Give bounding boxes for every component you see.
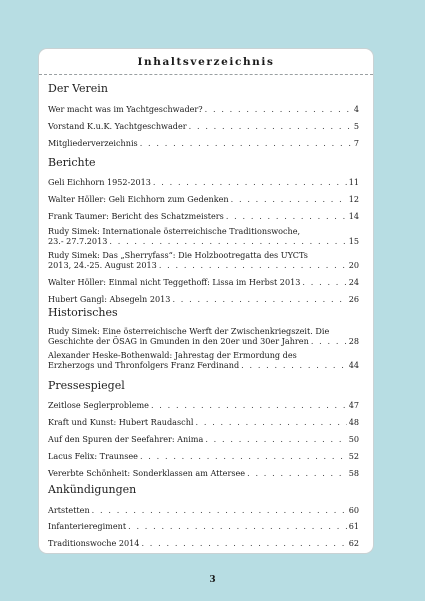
- toc-entry[interactable]: [48, 326, 359, 346]
- entry-title: Frank Taumer: Bericht des Schatzmeisters: [48, 211, 224, 221]
- entry-page: 52: [348, 451, 359, 461]
- entry-title: Kraft und Kunst: Hubert Raudaschl: [48, 417, 194, 427]
- entry-page: 28: [348, 336, 359, 346]
- entry-page: 15: [348, 236, 359, 246]
- section-heading: Der Verein: [48, 82, 108, 95]
- entry-title: 23.- 27.7.2013: [48, 236, 108, 246]
- entry-page: 4: [353, 104, 359, 114]
- dot-leader: [109, 236, 346, 246]
- entry-page: 5: [353, 121, 359, 131]
- entry-title: Artstetten: [48, 505, 90, 515]
- entry-title: Wer macht was im Yachtgeschwader?: [48, 104, 203, 114]
- entry-page: 62: [348, 538, 359, 548]
- toc-entry[interactable]: [48, 177, 359, 187]
- dot-leader: [140, 138, 352, 148]
- entry-title: Geli Eichhorn 1952-2013: [48, 177, 151, 187]
- dot-leader: [189, 121, 352, 131]
- entry-title: Vererbte Schönheit: Sonderklassen am Attersee: [48, 468, 246, 478]
- entry-page: 26: [348, 294, 359, 304]
- entry-title: Auf den Spuren der Seefahrer: Anima: [48, 434, 204, 444]
- toc-entry[interactable]: [48, 521, 359, 531]
- toc-entry[interactable]: [48, 451, 359, 461]
- entry-page: 20: [348, 260, 359, 270]
- toc-entry[interactable]: [48, 505, 359, 515]
- toc-entry[interactable]: [48, 250, 359, 270]
- section-heading: Ankündigungen: [48, 483, 137, 496]
- entry-title: Lacus Felix: Traunsee: [48, 451, 138, 461]
- toc-entry[interactable]: [48, 138, 359, 148]
- entry-title: Hubert Gangl: Absegeln 2013: [48, 294, 171, 304]
- entry-title: Infanterieregiment: [48, 521, 127, 531]
- section-heading: Pressespiegel: [48, 379, 125, 392]
- entry-title: Walter Höller: Geli Eichhorn zum Gedenken: [48, 194, 229, 204]
- entry-page: 50: [348, 434, 359, 444]
- entry-title: Mitgliederverzeichnis: [48, 138, 138, 148]
- dot-leader: [128, 521, 347, 531]
- toc-entry[interactable]: [48, 400, 359, 410]
- entry-title: Vorstand K.u.K. Yachtgeschwader: [48, 121, 187, 131]
- entry-title-line1: Rudy Simek: Eine österreichische Werft der Zwischenkriegszeit. Die: [48, 326, 330, 336]
- toc-entry[interactable]: [48, 121, 359, 131]
- entry-title: Zeitlose Seglerprobleme: [48, 400, 149, 410]
- entry-page: 14: [348, 211, 359, 221]
- dot-leader: [153, 177, 347, 187]
- entry-page: 7: [353, 138, 359, 148]
- contents-card: [38, 48, 374, 554]
- dot-leader: [241, 360, 347, 370]
- toc-entry[interactable]: [48, 350, 359, 370]
- dot-leader: [92, 505, 347, 515]
- dot-leader: [159, 260, 347, 270]
- entry-title: 2013, 24.-25. August 2013: [48, 260, 157, 270]
- entry-page: 44: [348, 360, 359, 370]
- section-heading: Berichte: [48, 156, 96, 169]
- entry-title: Geschichte der ÖSAG in Gmunden in den 20er und 30er Jahren: [48, 336, 309, 346]
- dot-leader: [151, 400, 347, 410]
- entry-page: 11: [348, 177, 359, 187]
- toc-entry[interactable]: [48, 104, 359, 114]
- dot-leader: [141, 538, 346, 548]
- toc-entry[interactable]: [48, 277, 359, 287]
- dot-leader: [205, 434, 346, 444]
- toc-entry[interactable]: [48, 417, 359, 427]
- dot-leader: [205, 104, 352, 114]
- entry-page: 60: [348, 505, 359, 515]
- toc-entry[interactable]: [48, 226, 359, 246]
- entry-title: Walter Höller: Einmal nicht Teggethoff: Lissa im Herbst 2013: [48, 277, 301, 287]
- toc-entry[interactable]: [48, 538, 359, 548]
- dot-leader: [196, 417, 347, 427]
- dot-leader: [172, 294, 346, 304]
- dot-leader: [302, 277, 346, 287]
- entry-page: 48: [348, 417, 359, 427]
- toc-entry[interactable]: [48, 211, 359, 221]
- entry-title-line1: Rudy Simek: Das „Sherryfass“: Die Holzbootregatta des UYCTs: [48, 250, 308, 260]
- toc-entry[interactable]: [48, 294, 359, 304]
- entry-page: 12: [348, 194, 359, 204]
- entry-title: Traditionswoche 2014: [48, 538, 140, 548]
- section-heading: Historisches: [48, 306, 118, 319]
- dot-leader: [311, 336, 347, 346]
- dot-leader: [226, 211, 347, 221]
- entry-page: 61: [348, 521, 359, 531]
- entry-page: 24: [348, 277, 359, 287]
- entry-title-line1: Alexander Heske-Bothenwald: Jahrestag der Ermordung des: [48, 350, 297, 360]
- entry-title-line1: Rudy Simek: Internationale österreichische Traditionswoche,: [48, 226, 301, 236]
- page-title: Inhaltsverzeichnis: [137, 56, 275, 68]
- dot-leader: [247, 468, 347, 478]
- entry-page: 47: [348, 400, 359, 410]
- entry-page: 58: [348, 468, 359, 478]
- title-divider: [39, 74, 373, 75]
- toc-entry[interactable]: [48, 468, 359, 478]
- dot-leader: [140, 451, 347, 461]
- toc-entry[interactable]: [48, 434, 359, 444]
- toc-entry[interactable]: [48, 194, 359, 204]
- dot-leader: [231, 194, 347, 204]
- entry-title: Erzherzogs und Thronfolgers Franz Ferdinand: [48, 360, 240, 370]
- page-number: 3: [209, 575, 216, 585]
